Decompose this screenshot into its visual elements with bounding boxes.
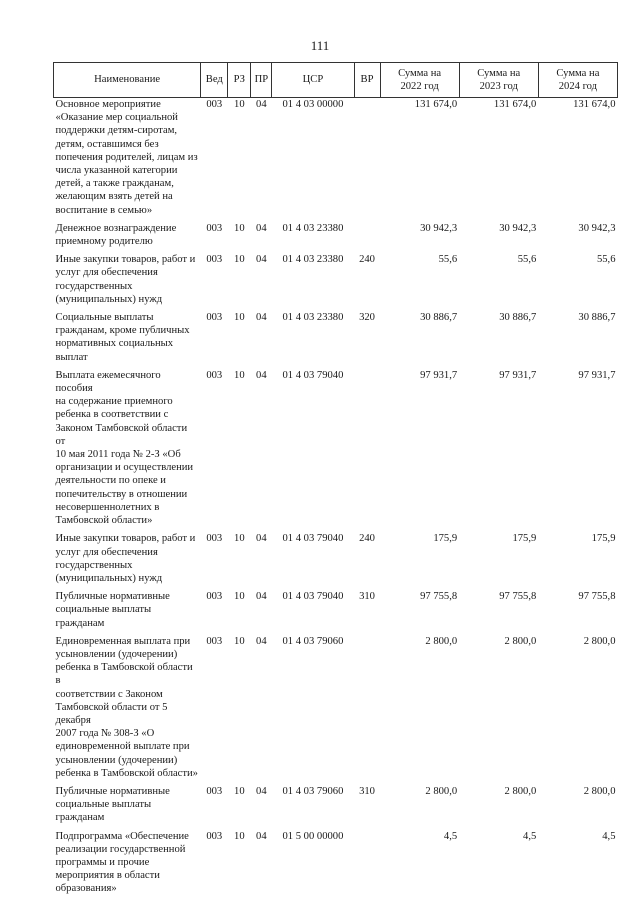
row-csr: 01 4 03 23380	[282, 254, 344, 266]
row-ved: 003	[206, 312, 223, 324]
header-sum-2024: Сумма на 2024 год	[538, 63, 617, 98]
row-rz: 10	[234, 312, 245, 324]
row-sum-2024: 2 800,0	[583, 635, 616, 647]
row-sum-2024: 131 674,0	[573, 99, 616, 110]
header-sum-2022: Сумма на 2022 год	[380, 63, 459, 98]
row-csr: 01 4 03 79040	[282, 591, 344, 603]
row-rz: 10	[234, 369, 245, 381]
row-ved: 003	[206, 99, 223, 110]
row-csr: 01 4 03 79040	[282, 533, 344, 545]
row-csr: 01 5 00 00000	[282, 830, 344, 842]
row-rz: 10	[234, 222, 245, 234]
row-ved: 003	[206, 785, 223, 797]
row-name: Социальные выплаты гражданам, кроме публичных нормативных социальных выплат	[55, 312, 190, 363]
table-row	[54, 635, 618, 785]
row-sum-2023: 4,5	[523, 830, 537, 842]
row-pr: 04	[256, 254, 267, 266]
row-rz: 10	[234, 830, 245, 842]
row-pr: 04	[256, 635, 267, 647]
row-vr: 240	[359, 533, 375, 545]
header-pr: ПР	[251, 63, 272, 98]
row-sum-2024: 175,9	[591, 533, 616, 545]
row-sum-2022: 4,5	[443, 830, 458, 842]
row-ved: 003	[206, 830, 223, 842]
row-vr: 320	[359, 312, 375, 324]
row-sum-2022: 2 800,0	[425, 785, 458, 797]
row-sum-2023: 131 674,0	[493, 99, 537, 110]
table-row	[54, 785, 618, 830]
table-header-row	[54, 63, 618, 98]
header-rz: РЗ	[228, 63, 251, 98]
header-sum-2023: Сумма на 2023 год	[459, 63, 538, 98]
row-csr: 01 4 03 23380	[282, 222, 344, 234]
row-vr	[354, 222, 380, 253]
header-name: Наименование	[54, 63, 201, 98]
row-sum-2022: 55,6	[438, 254, 458, 266]
row-ved: 003	[206, 254, 223, 266]
row-pr: 04	[256, 533, 267, 545]
row-pr: 04	[256, 99, 267, 110]
table-row	[54, 222, 618, 253]
row-pr: 04	[256, 222, 267, 234]
row-name: Единовременная выплата при усыновлении (удочерении) ребенка в Тамбовской области в соответствии с Законом Тамбовской области от 5 декабря 2007 года № 308-З «О единовременной выплате при усыновлении (удочерении) ребенка в Тамбовской области»	[55, 635, 198, 779]
table-row	[54, 98, 618, 222]
row-vr	[354, 635, 380, 785]
row-sum-2023: 2 800,0	[504, 635, 537, 647]
header-ved: Вед	[201, 63, 228, 98]
row-rz: 10	[234, 785, 245, 797]
row-pr: 04	[256, 369, 267, 381]
row-sum-2023: 97 755,8	[499, 591, 537, 603]
row-sum-2023: 97 931,7	[499, 369, 537, 381]
row-sum-2024: 4,5	[602, 830, 616, 842]
row-sum-2022: 175,9	[433, 533, 458, 545]
table-row	[54, 830, 618, 901]
row-ved: 003	[206, 591, 223, 603]
row-sum-2022: 30 942,3	[420, 222, 458, 234]
row-sum-2022: 131 674,0	[414, 99, 458, 110]
row-name: Иные закупки товаров, работ и услуг для обеспечения государственных (муниципальных) нужд	[55, 533, 196, 584]
row-name: Публичные нормативные социальные выплаты гражданам	[55, 591, 170, 629]
row-sum-2024: 2 800,0	[583, 785, 616, 797]
row-rz: 10	[234, 533, 245, 545]
table-row	[54, 311, 618, 369]
row-pr: 04	[256, 830, 267, 842]
page-number: 111	[310, 38, 330, 53]
row-sum-2023: 175,9	[512, 533, 537, 545]
row-pr: 04	[256, 312, 267, 324]
row-vr: 240	[359, 254, 375, 266]
row-sum-2024: 30 886,7	[578, 312, 616, 324]
row-vr: 310	[359, 785, 375, 797]
row-pr: 04	[256, 591, 267, 603]
row-sum-2022: 30 886,7	[420, 312, 458, 324]
row-ved: 003	[206, 635, 223, 647]
header-csr: ЦСР	[272, 63, 354, 98]
row-name: Публичные нормативные социальные выплаты гражданам	[55, 785, 170, 824]
row-sum-2023: 30 942,3	[499, 222, 537, 234]
row-vr	[354, 369, 380, 532]
row-csr: 01 4 03 79060	[282, 785, 344, 797]
row-sum-2022: 97 755,8	[420, 591, 458, 603]
row-sum-2024: 97 755,8	[578, 591, 616, 603]
row-ved: 003	[206, 222, 223, 234]
header-vr: ВР	[354, 63, 380, 98]
row-rz: 10	[234, 254, 245, 266]
table-row	[54, 532, 618, 590]
row-sum-2024: 55,6	[596, 254, 616, 266]
row-vr	[354, 830, 380, 901]
row-ved: 003	[206, 369, 223, 381]
row-sum-2024: 30 942,3	[578, 222, 616, 234]
row-name: Подпрограмма «Обеспечение реализации государственной программы и прочие мероприятия в области образования»	[55, 830, 189, 895]
table-row	[54, 590, 618, 635]
row-rz: 10	[234, 99, 245, 110]
row-name: Денежное вознаграждение приемному родителю	[55, 222, 177, 248]
row-sum-2023: 2 800,0	[504, 785, 537, 797]
row-csr: 01 4 03 23380	[282, 312, 344, 324]
table-row	[54, 253, 618, 311]
row-rz: 10	[234, 635, 245, 647]
row-sum-2022: 2 800,0	[425, 635, 458, 647]
row-name: Выплата ежемесячного пособия на содержание приемного ребенка в соответствии с Законом Тамбовской области от 10 мая 2011 года № 2-З «Об организации и осуществлении деятельности по опеке и попечительству в отношении несовершеннолетних в Тамбовской области»	[55, 369, 194, 527]
row-name: Иные закупки товаров, работ и услуг для обеспечения государственных (муниципальных) нужд	[55, 254, 196, 305]
row-sum-2022: 97 931,7	[420, 369, 458, 381]
row-ved: 003	[206, 533, 223, 545]
table-row	[54, 369, 618, 532]
row-sum-2023: 55,6	[517, 254, 537, 266]
row-sum-2024: 97 931,7	[578, 369, 616, 381]
row-vr: 310	[359, 591, 375, 603]
row-csr: 01 4 03 79040	[282, 369, 344, 381]
row-pr: 04	[256, 785, 267, 797]
row-csr: 01 4 03 00000	[282, 99, 344, 110]
row-rz: 10	[234, 591, 245, 603]
row-name: Основное мероприятие «Оказание мер социальной поддержки детям-сиротам, детям, оставшимся без попечения родителей, лицам из числа указанной категории детей, а также гражданам, желающим взять детей на воспитание в семью»	[55, 99, 198, 216]
budget-table	[53, 62, 618, 901]
row-sum-2023: 30 886,7	[499, 312, 537, 324]
row-csr: 01 4 03 79060	[282, 635, 344, 647]
row-vr	[354, 98, 380, 222]
